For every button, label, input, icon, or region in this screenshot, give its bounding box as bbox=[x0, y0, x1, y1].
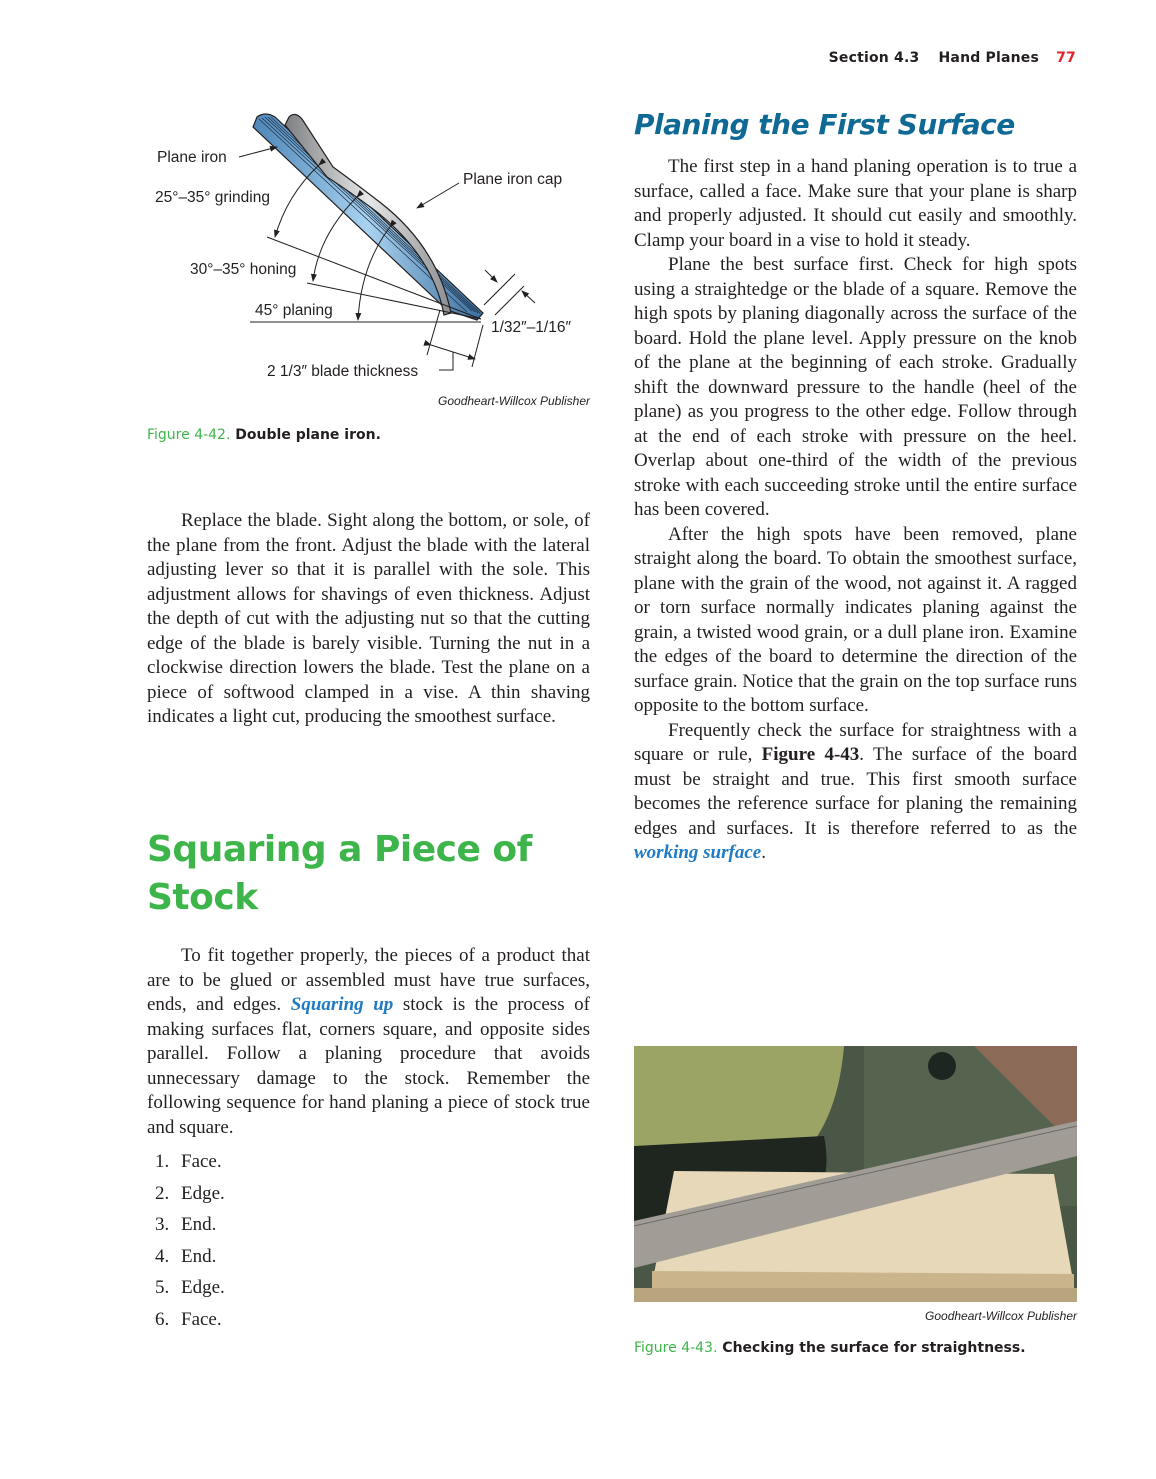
figure-4-43-credit: Goodheart-Willcox Publisher bbox=[925, 1309, 1077, 1323]
plane-iron-shape bbox=[253, 114, 483, 320]
figure-4-43-caption-text: Checking the surface for straightness. bbox=[722, 1340, 1026, 1356]
figure-4-42-credit: Goodheart-Willcox Publisher bbox=[438, 394, 590, 408]
figure-4-42-number: Figure 4-42. bbox=[147, 427, 231, 443]
label-blade-thickness: 2 1/3″ blade thickness bbox=[267, 363, 419, 380]
list-item: 1. Face. bbox=[155, 1151, 222, 1172]
heading-planing-first-surface: Planing the First Surface bbox=[634, 108, 1015, 141]
section-title: Hand Planes bbox=[938, 50, 1040, 66]
heading-squaring-stock: Squaring a Piece of Stock bbox=[147, 829, 532, 918]
paragraph-first-step: The first step in a hand planing operation is to true a surface, called a face. Make sure that your plane is sharp and properly adjusted. It should cut easily and smoothly. Clamp your board in a vise to hold it steady. bbox=[634, 156, 1077, 251]
list-item: 6. Face. bbox=[155, 1308, 222, 1330]
right-column bbox=[634, 108, 1077, 866]
paragraph-best-surface: Plane the best surface first. Check for high spots using a straightedge or the blade of a square. Remove the high spots by planing diagonally across the surface of the board. Hold the plane level. Apply pressure on the knob of the plane at the beginning of each stroke. Gradually shift the downward pressure to the handle (heel of the plane) as you progress to the other edge. Follow through at the end of each stroke with pressure on the heel. Overlap about one-third of the width of the previous stroke with each succeeding stroke until the entire surface has been covered. bbox=[634, 254, 1077, 520]
page-number: 77 bbox=[1056, 50, 1076, 66]
figure-4-43-photo bbox=[634, 1046, 1077, 1302]
keyword-working-surface: working surface bbox=[634, 842, 762, 863]
label-planing-angle: 45° planing bbox=[255, 302, 333, 319]
list-item: 3. End. bbox=[155, 1214, 217, 1236]
label-plane-iron-cap: Plane iron cap bbox=[463, 171, 563, 188]
list-item: 5. Edge. bbox=[155, 1277, 225, 1299]
running-header bbox=[829, 50, 1076, 66]
label-cap-offset: 1/32″–1/16″ bbox=[491, 319, 571, 336]
paragraph-squaring-part-1: To fit together properly, the pieces of a product that are to be glued or assembled must have true surfaces, ends, and edges. bbox=[147, 945, 590, 1015]
paragraph-squaring-part-2: stock is the process of making surfaces flat, corners square, and opposite sides parallel. Follow a planing procedure that avoids unnecessary damage to the stock. Remember the following sequence for hand planing a piece of stock true and square. bbox=[147, 994, 590, 1138]
label-grinding-angle: 25°–35° grinding bbox=[155, 189, 270, 206]
keyword-squaring-up: Squaring up bbox=[290, 994, 394, 1015]
list-item: 4. End. bbox=[155, 1245, 217, 1267]
figure-4-43-number: Figure 4-43. bbox=[634, 1340, 718, 1356]
squaring-body bbox=[147, 944, 590, 1336]
paragraph-check-straightness: Frequently check the surface for straightness with a square or rule, Figure 4-43. The surface of the board must be straight and true. This first smooth surface becomes the reference surface for planing the remaining edges and surfaces. It is therefore referred to as the working surface. bbox=[634, 719, 1077, 863]
label-honing-angle: 30°–35° honing bbox=[190, 261, 297, 278]
label-plane-iron: Plane iron bbox=[157, 149, 227, 166]
figure-reference-4-43: Figure 4-43 bbox=[761, 744, 860, 765]
section-number: Section 4.3 bbox=[828, 50, 920, 66]
figure-4-42-caption-text: Double plane iron. bbox=[235, 427, 381, 443]
section-squaring bbox=[147, 826, 590, 922]
left-column bbox=[147, 509, 590, 730]
paragraph-high-spots-removed: After the high spots have been removed, plane straight along the board. To obtain the smoothest surface, plane with the grain of the wood, not against it. A ragged or torn surface normally indicates planing against the grain, a twisted wood grain, or a dull plane iron. Examine the edges of the board to determine the direction of the surface grain. Notice that the grain on the top surface runs opposite to the bottom surface. bbox=[634, 523, 1077, 716]
figure-4-42-caption bbox=[147, 427, 381, 443]
paragraph-squaring bbox=[147, 944, 590, 1140]
list-item: 2. Edge. bbox=[155, 1182, 225, 1204]
figure-4-42-diagram bbox=[147, 105, 592, 405]
figure-4-43-caption bbox=[634, 1340, 1026, 1356]
squaring-steps-list bbox=[147, 1146, 590, 1336]
paragraph-replace-blade: Replace the blade. Sight along the bottom, or sole, of the plane from the front. Adjust the blade with the lateral adjusting lever so that it is parallel with the sole. This adjustment allows for shavings of even thickness. Adjust the depth of cut with the adjusting nut so that the cutting edge of the blade is barely visible. Turning the nut in a clockwise direction lowers the blade. Test the plane on a piece of softwood clamped in a vise. A thin shaving indicates a light cut, producing the smoothest surface. bbox=[147, 510, 590, 727]
